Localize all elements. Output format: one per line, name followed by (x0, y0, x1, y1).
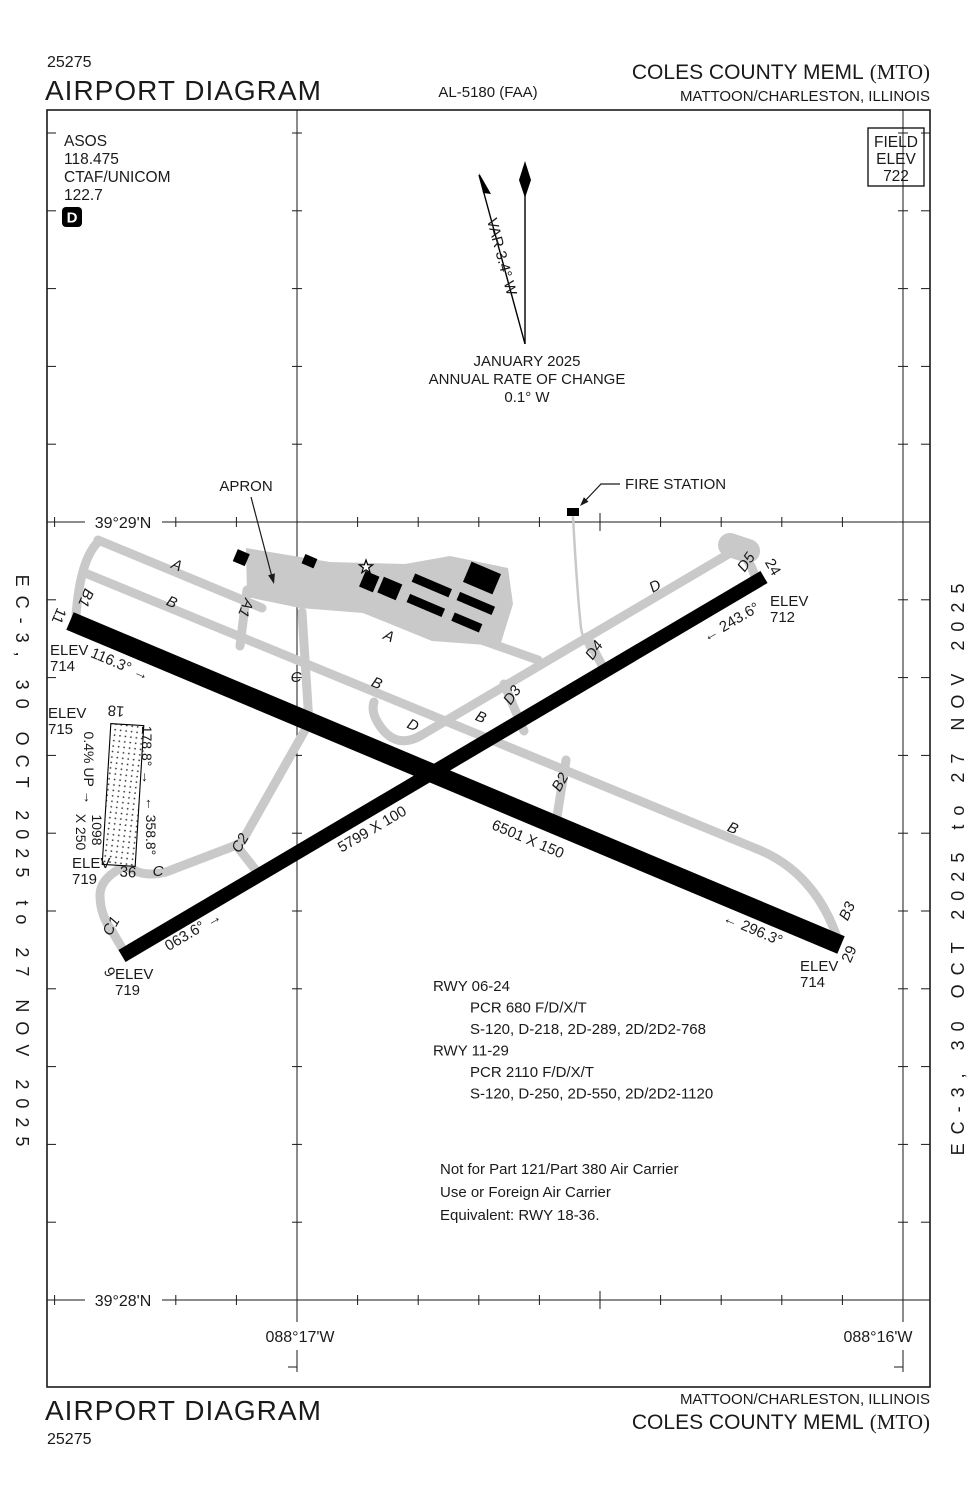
heading-36: ← 358.8° (143, 796, 159, 856)
elev-label-11: ELEV (50, 642, 89, 659)
taxiway-c-north (302, 612, 309, 723)
pcr-line-5: PCR 2110 F/D/X/T (470, 1064, 594, 1081)
taxiway-label-c-south: C (152, 863, 164, 880)
runway-18-36-dim-line2: X 250 (73, 813, 89, 851)
frequency-block (62, 133, 170, 227)
lat-label-bottom: 39°28'N (94, 1293, 152, 1310)
variation-date: JANUARY 2025 (473, 353, 581, 370)
taxiway-label-d4: D4 (581, 637, 607, 664)
elev-value-29: 714 (800, 974, 826, 991)
heading-24: ← 243.6° (699, 599, 763, 646)
taxiway-label-c: C (290, 669, 302, 686)
al-number: AL-5180 (FAA) (438, 84, 538, 101)
elev-value-11: 714 (50, 658, 76, 675)
lat-label-top: 39°29'N (94, 515, 152, 532)
carrier-line-3: Equivalent: RWY 18-36. (440, 1207, 600, 1224)
runway-18-36 (102, 724, 144, 867)
pcr-line-2: PCR 680 F/D/X/T (470, 999, 587, 1017)
fire-station-callout (580, 476, 726, 506)
airport-name-bottom: COLES COUNTY MEML (631, 1411, 864, 1434)
field-elevation-box (868, 128, 924, 186)
airport-name: COLES COUNTY MEML (631, 61, 864, 84)
elev-value-36: 719 (72, 871, 98, 888)
apron-label: APRON (219, 478, 273, 495)
taxiway-label-a: A (168, 555, 185, 576)
fire-station-label: FIRE STATION (625, 476, 727, 493)
variation-rate-value: 0.1° W (504, 389, 550, 406)
heading-6: 063.6° → (161, 908, 225, 955)
header (45, 54, 930, 106)
runway-06-24-dimensions: 5799 X 100 (334, 802, 410, 857)
runway-end-6: 6 (100, 963, 120, 980)
pcr-line-1: RWY 06-24 (433, 978, 510, 995)
taxiway-label-c1: C1 (99, 913, 124, 939)
page-title-top: AIRPORT DIAGRAM (45, 75, 322, 106)
runway-end-24: 24 (761, 555, 785, 579)
variation-rate-label: ANNUAL RATE OF CHANGE (428, 371, 626, 388)
elev-value-24: 712 (770, 609, 796, 626)
asos-frequency: 118.475 (64, 151, 119, 168)
taxiway-label-d-east: D (646, 576, 665, 597)
runway-end-18: 18 (107, 701, 125, 720)
class-d-symbol: D (66, 209, 78, 227)
field-elev-value: 722 (883, 168, 909, 185)
runway-18-36-labels (48, 701, 159, 888)
airport-id-bottom: (MTO) (869, 1410, 930, 1434)
air-carrier-note (440, 1161, 678, 1224)
carrier-line-2: Use or Foreign Air Carrier (440, 1184, 611, 1201)
pcr-line-3: S-120, D-218, 2D-289, 2D/2D2-768 (470, 1021, 706, 1038)
edition-note-left: EC-3, 30 OCT 2025 to 27 NOV 2025 (12, 574, 32, 1156)
taxiway-label-b2: B2 (548, 770, 573, 795)
heading-18: 178.8° → (139, 725, 155, 785)
field-elev-line2: ELEV (876, 151, 916, 168)
taxiway-label-d3: D3 (499, 682, 525, 709)
elev-value-6: 719 (115, 982, 141, 999)
taxiway-label-a-east: A (380, 626, 397, 647)
lon-label-right: 088°16'W (843, 1329, 913, 1346)
fire-station-building (567, 508, 579, 516)
taxiway-label-c2: C2 (228, 830, 253, 856)
true-north-arrowhead-icon (519, 161, 531, 198)
taxiway-label-a1: A1 (234, 596, 257, 620)
north-variation-arrows (429, 161, 626, 406)
elev-label-24: ELEV (770, 593, 809, 610)
gradient-18-36: 0.4% UP → (81, 731, 97, 805)
runway-end-11: 11 (47, 605, 70, 627)
ctaf-label: CTAF/UNICOM (64, 169, 171, 186)
carrier-line-1: Not for Part 121/Part 380 Air Carrier (440, 1161, 679, 1178)
fire-station-road (573, 517, 590, 652)
elev-value-18: 715 (48, 721, 74, 738)
runway-11-29 (70, 621, 841, 945)
airport-id: (MTO) (869, 60, 930, 84)
graticule-ticks (47, 133, 930, 1309)
runway-11-29-dimensions: 6501 X 150 (489, 816, 567, 863)
lon-label-left: 088°17'W (265, 1329, 335, 1346)
footer (45, 1391, 930, 1448)
taxiway-label-b1: B1 (74, 586, 97, 610)
elev-label-36: ELEV (72, 855, 111, 872)
asos-label: ASOS (64, 133, 108, 150)
taxiway-label-b3: B3 (835, 899, 860, 924)
runway-end-29: 29 (838, 943, 861, 966)
runway-end-36: 36 (119, 863, 137, 882)
edition-note-right: EC-3, 30 OCT 2025 to 27 NOV 2025 (948, 574, 968, 1156)
elev-label-29: ELEV (800, 958, 839, 975)
airport-title-bottom (632, 1410, 930, 1434)
heading-11: 116.3° → (88, 644, 152, 685)
page-title-bottom: AIRPORT DIAGRAM (45, 1395, 322, 1426)
airport-city-top: MATTOON/CHARLESTON, ILLINOIS (679, 88, 930, 105)
airport-city-bottom: MATTOON/CHARLESTON, ILLINOIS (679, 1391, 930, 1408)
pcr-notes (433, 978, 713, 1103)
elev-label-18: ELEV (48, 705, 87, 722)
taxiway-label-b-center: B (472, 707, 489, 728)
taxiway-label-d: D (404, 715, 422, 736)
taxiway-label-b-mid: B (368, 673, 385, 694)
pcr-line-6: S-120, D-250, 2D-550, 2D/2D2-1120 (470, 1085, 714, 1103)
chart-number-bottom: 25275 (47, 1431, 92, 1448)
elev-label-6: ELEV (115, 966, 154, 983)
heading-29: ← 296.3° (720, 909, 785, 950)
taxiway-label-d5: D5 (733, 549, 759, 576)
runway-18-36-dim-line1: 1098 (89, 814, 105, 846)
airport-title-top (632, 60, 930, 84)
variation-label: VAR 3.4° W (482, 216, 520, 298)
ctaf-frequency: 122.7 (64, 187, 103, 204)
taxiway-label-b: B (163, 592, 180, 613)
pcr-line-4: RWY 11-29 (433, 1042, 509, 1060)
field-elev-line1: FIELD (874, 134, 918, 151)
taxiway-label-b-east: B (724, 818, 741, 839)
chart-number-top: 25275 (47, 54, 92, 71)
